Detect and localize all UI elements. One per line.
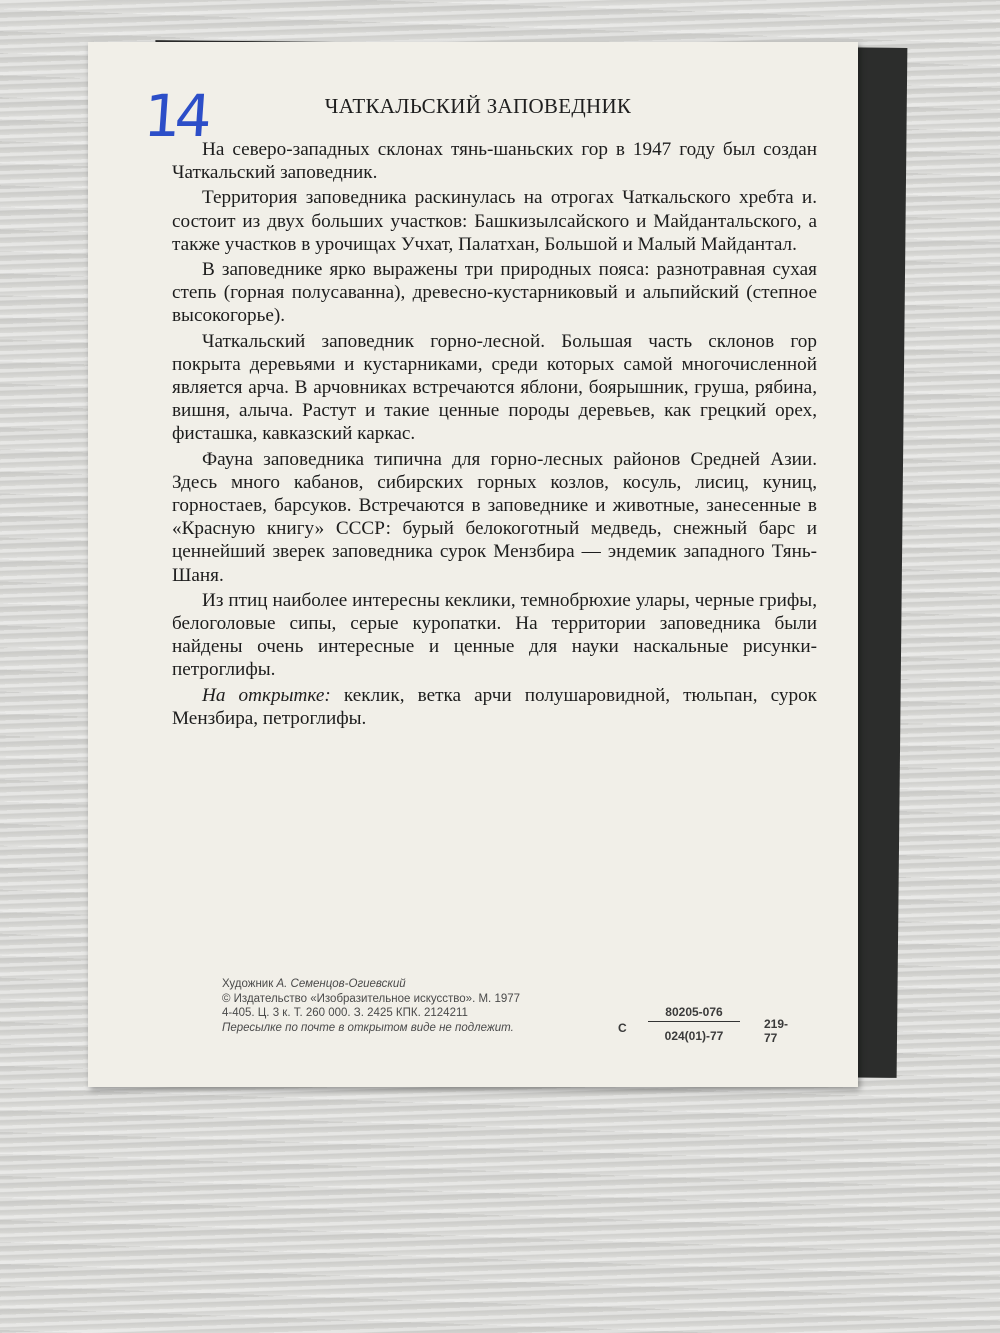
paragraph: Фауна заповедника типична для горно-лесных районов Средней Азии. Здесь много кабанов, сибирских горных козлов, косуль, лисиц, куниц, горностаев, барсуков. Встречаются в заповеднике и животные, занесенные в «Красную книгу» СССР: бурый белокоготный медведь, снежный барс и ценнейший зверек заповедника сурок Мензбира — эндемик западного Тянь-Шаня. <box>172 448 817 586</box>
paragraph: Из птиц наиболее интересны кеклики, темнобрюхие улары, черные грифы, белоголовые сипы, серые куропатки. На территории заповедника были найдены очень интересные и ценные для науки наскальные рисунки-петроглифы. <box>172 589 817 681</box>
mail-note: Пересылке по почте в открытом виде не подлежит. <box>222 1021 514 1034</box>
postcard-title: ЧАТКАЛЬСКИЙ ЗАПОВЕДНИК <box>324 94 632 118</box>
handwritten-page-number: 14 <box>141 82 209 150</box>
caption-label: На открытке: <box>202 684 331 706</box>
postcard-back <box>88 42 858 1087</box>
catalog-numerator: 80205-076 <box>648 1005 740 1022</box>
caption-text: кеклик, ветка арчи полушаровидной, тюльпан, сурок Мензбира, петроглифы. <box>172 684 817 729</box>
catalog-denominator: 024(01)-77 <box>664 1029 724 1043</box>
artist-prefix: Художник <box>222 978 274 990</box>
paragraph: Территория заповедника раскинулась на отрогах Чаткальского хребта и. состоит из двух больших участков: Башкизылсайского и Майдантальского, а также участков в урочищах Учхат, Палатхан, Большой и Малый Майдантал. <box>172 187 817 255</box>
catalog-prefix: С <box>618 1021 627 1035</box>
paragraph: В заповеднике ярко выражены три природных пояса: разнотравная сухая степь (горная полусаванна), древесно-кустарниковый и альпийский (степное высокогорье). <box>172 259 817 327</box>
paragraph: Чаткальский заповедник горно-лесной. Большая часть склонов гор покрыта деревьями и кустарниками, среди которых самой многочисленной является арча. В арчовниках встречаются яблони, боярышник, груша, рябина, вишня, алыча. Растут и такие ценные породы деревьев, как грецкий орех, фисташка, кавказский каркас. <box>172 330 817 445</box>
paragraph: На северо-западных склонах тянь-шаньских гор в 1947 году был создан Чаткальский заповедник. <box>172 139 817 184</box>
artist-name: А. Семенцов-Огиевский <box>276 978 406 990</box>
print-info-line: 4-405. Ц. 3 к. Т. 260 000. З. 2425 КПК. 2124211 <box>222 1007 468 1019</box>
publisher-line: © Издательство «Изобразительное искусство». М. 1977 <box>222 992 521 1005</box>
artist-credit <box>222 977 602 992</box>
description-text <box>172 138 817 732</box>
caption-paragraph <box>172 684 817 730</box>
catalog-suffix: 219-77 <box>764 1017 789 1045</box>
imprint-block <box>222 977 602 1035</box>
